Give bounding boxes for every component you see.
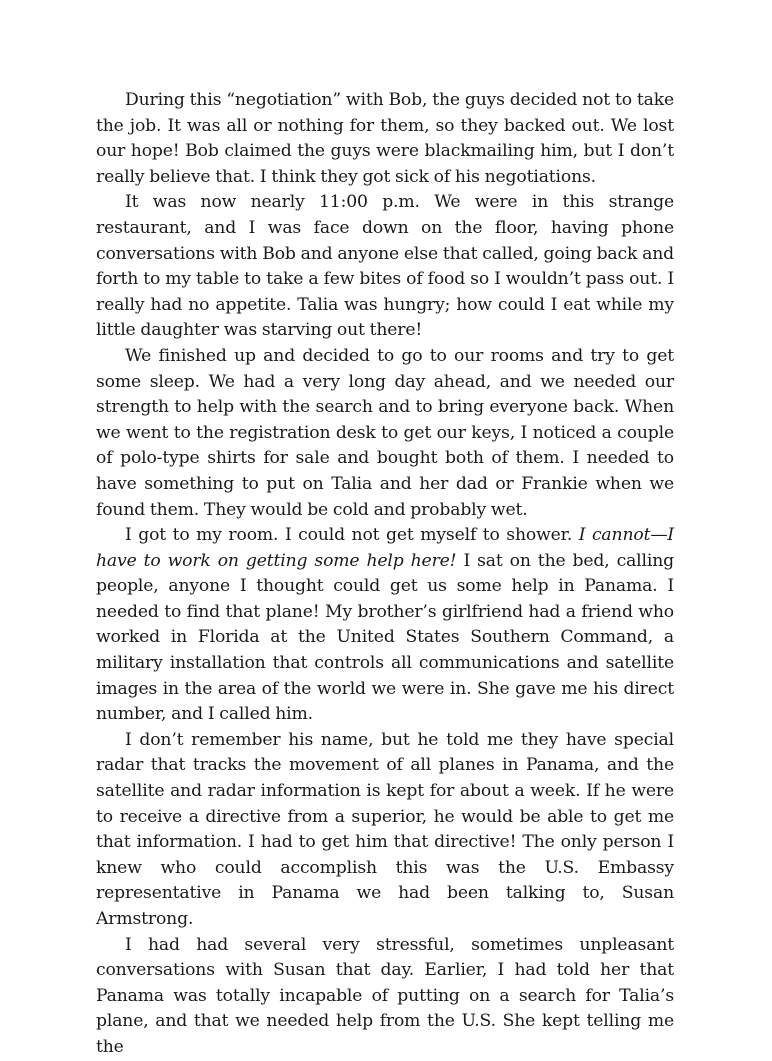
- paragraph-5: I don’t remember his name, but he told me they have special radar that tracks the movement of all planes in Panama, and the satellite and radar information is kept for about a week. If he were to receive a directive from a superior, he would be able to get me that information. I had to get him that directive! The only person I knew who could accomplish this was the U.S. Embassy representative in Panama we had been talking to, Susan Armstrong.: [96, 729, 674, 929]
- paragraph-3: We finished up and decided to go to our rooms and try to get some sleep. We had a very long day ahead, and we needed our strength to help with the search and to bring everyone back. When we went to the registration desk to get our keys, I noticed a couple of polo-type shirts for sale and bought both of them. I needed to have something to put on Talia and her dad or Frankie when we found them. They would be cold and probably wet.: [96, 345, 674, 520]
- paragraph-1: During this “negotiation” with Bob, the guys decided not to take the job. It was all or nothing for them, so they backed out. We lost our hope! Bob claimed the guys were blackmailing him, but I don’t really believe that. I think they got sick of his negotiations.: [96, 90, 674, 187]
- paragraph-4-rest: I sat on the bed, calling people, anyone I thought could get us some help in Panama. I needed to find that plane! My brother’s girlfriend had a friend who worked in Florida at the United States Southern Command, a military installation that controls all communications and satellite images in the area of the world we were in. She gave me his direct number, and I called him.: [96, 550, 674, 725]
- paragraph-6: I had had several very stressful, sometimes unpleasant conversations with Susan that day. Earlier, I had told her that Panama was totally incapable of putting on a search for Talia’s plane, and that we needed help from the U.S. She kept telling me the: [96, 934, 674, 1057]
- paragraph-4: [96, 523, 674, 728]
- paragraph-4-lead: I got to my room. I could not get myself to shower.: [125, 525, 579, 546]
- paragraph-4-italic-thought: I cannot—I have to work on getting some help here!: [96, 525, 674, 571]
- body-text: [96, 88, 674, 1061]
- paragraph-2: It was now nearly 11:00 p.m. We were in this strange restaurant, and I was face down on the floor, having phone conversations with Bob and anyone else that called, going back and forth to my table to take a few bites of food so I wouldn’t pass out. I really had no appetite. Talia was hungry; how could I eat while my little daughter was starving out there!: [96, 192, 674, 341]
